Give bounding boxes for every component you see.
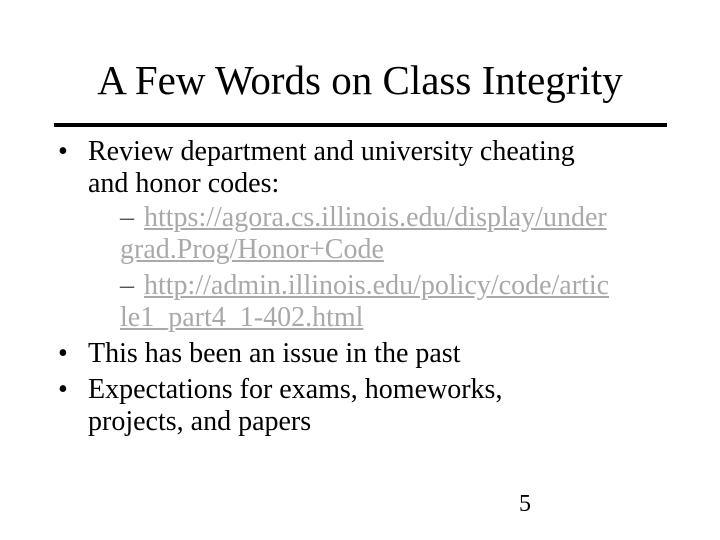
bullet-1-line-1: Review department and university cheating	[88, 136, 575, 167]
honor-code-link-line-1[interactable]: https://agora.cs.illinois.edu/display/under	[144, 202, 607, 233]
bullet-marker: •	[58, 136, 68, 167]
slide-title: A Few Words on Class Integrity	[97, 57, 623, 103]
page-number: 5	[519, 491, 531, 517]
honor-code-link-cont[interactable]	[120, 234, 384, 266]
bullet-marker: •	[58, 374, 68, 405]
honor-code-link[interactable]	[144, 202, 607, 234]
policy-code-link-line-1[interactable]: http://admin.illinois.edu/policy/code/artic	[144, 270, 610, 301]
title-divider	[54, 123, 667, 127]
policy-code-link-cont[interactable]	[120, 302, 363, 334]
subitem-dash: –	[120, 202, 134, 233]
bullet-marker: •	[58, 338, 68, 369]
bullet-3-line-2: projects, and papers	[88, 406, 312, 437]
honor-code-link-line-2[interactable]: grad.Prog/Honor+Code	[120, 234, 384, 265]
policy-code-link-line-2[interactable]: le1_part4_1-402.html	[120, 302, 364, 333]
bullet-3-line-1: Expectations for exams, homeworks,	[88, 374, 503, 405]
bullet-2-line-1: This has been an issue in the past	[88, 338, 461, 369]
bullet-1-line-2: and honor codes:	[88, 168, 280, 199]
policy-code-link[interactable]	[144, 270, 609, 302]
subitem-dash: –	[120, 270, 134, 301]
